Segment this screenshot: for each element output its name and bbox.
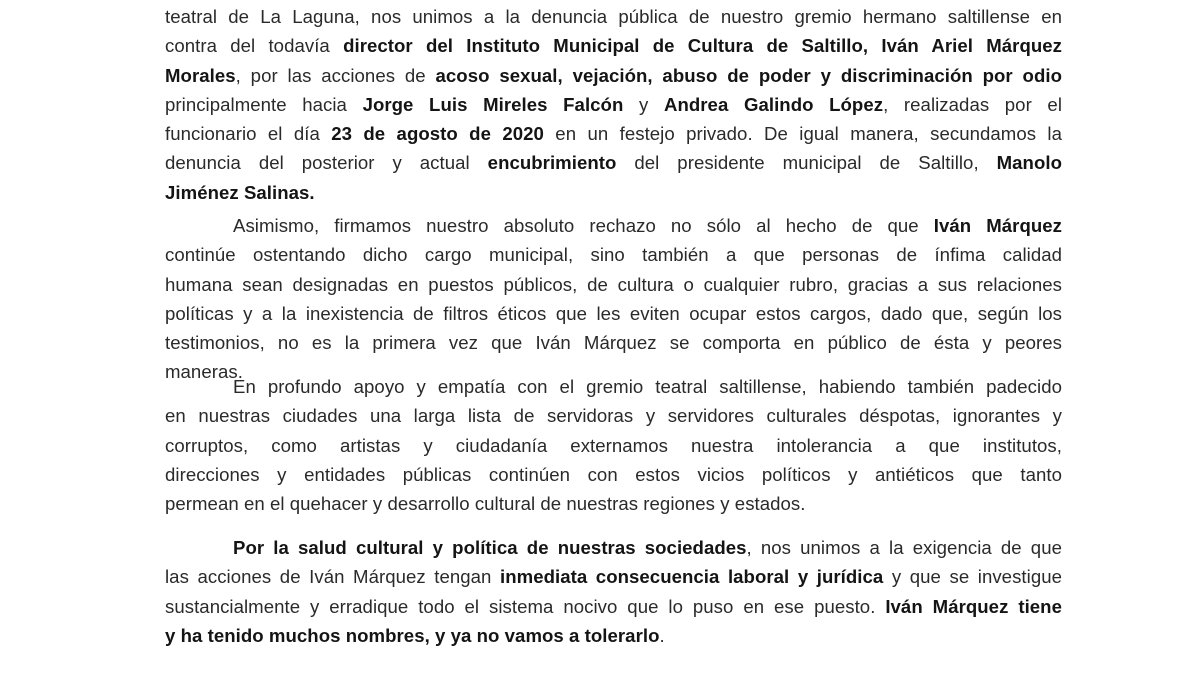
- bold-text: Jiménez Salinas: [165, 181, 310, 203]
- text-line: [165, 328, 1062, 357]
- text-line: [165, 621, 1062, 650]
- bold-text: .: [309, 181, 315, 203]
- text: contra del todavía: [165, 35, 344, 57]
- text-line: [165, 61, 1062, 90]
- text-line: [165, 119, 1062, 148]
- bold-text: Jorge Luis Mireles Falcón: [362, 93, 624, 115]
- text-line: [165, 431, 1062, 460]
- bold-text: 23 de agosto de 2020: [331, 123, 544, 145]
- text: continúe ostentando dicho cargo municipal, sino también a que personas de ínfima calidad: [165, 244, 1062, 266]
- text-line: [165, 90, 1062, 119]
- text-line: [165, 270, 1062, 299]
- text: en nuestras ciudades una larga lista de servidoras y servidores culturales déspotas, ignorantes y: [165, 405, 1062, 427]
- text: y: [623, 93, 664, 115]
- text: , por las acciones de: [235, 64, 436, 86]
- text-line: [165, 562, 1062, 591]
- text: .: [659, 624, 665, 646]
- bold-text: acoso sexual, vejación, abuso de poder y discriminación por odio: [435, 64, 1062, 86]
- text: denuncia del posterior y actual: [165, 152, 488, 174]
- text-line: [165, 31, 1062, 60]
- text: En profundo apoyo y empatía con el gremio teatral saltillense, habiendo también padecido: [233, 376, 1062, 397]
- paragraph-2: [165, 211, 1062, 387]
- paragraph-1: [165, 2, 1062, 207]
- text-line: [165, 148, 1062, 177]
- text: direcciones y entidades públicas continúen con estos vicios políticos y antiéticos que tanto: [165, 463, 1062, 485]
- text: y que se investigue: [883, 566, 1062, 588]
- text: las acciones de Iván Márquez tengan: [165, 566, 501, 588]
- text-line: [165, 211, 1062, 240]
- bold-text: inmediata consecuencia laboral y jurídica: [500, 566, 884, 588]
- text: , nos unimos a la exigencia de que: [746, 537, 1062, 558]
- text-line: [165, 240, 1062, 269]
- text: maneras.: [165, 361, 243, 383]
- bold-text: Andrea Galindo López: [663, 93, 884, 115]
- text-line: [165, 299, 1062, 328]
- text: Asimismo, firmamos nuestro absoluto rechazo no sólo al hecho de que: [233, 215, 934, 236]
- text: testimonios, no es la primera vez que Iván Márquez se comporta en público de ésta y peores: [165, 332, 1062, 354]
- paragraph-3: [165, 372, 1062, 518]
- text: en un festejo privado. De igual manera, secundamos la: [543, 123, 1063, 145]
- text: permean en el quehacer y desarrollo cultural de nuestras regiones y estados.: [165, 493, 806, 515]
- text: corruptos, como artistas y ciudadanía externamos nuestra intolerancia a que institutos,: [165, 434, 1062, 456]
- paragraph-4: [165, 533, 1062, 650]
- bold-text: Iván Márquez: [933, 215, 1062, 236]
- bold-text: y ha tenido muchos nombres, y ya no vamos a tolerarlo: [165, 624, 660, 646]
- bold-text: encubrimiento: [487, 152, 617, 174]
- text-line: [165, 2, 1062, 31]
- text-line: [165, 460, 1062, 489]
- text-line: [165, 533, 1062, 562]
- text-line: [165, 401, 1062, 430]
- bold-text: director del Instituto Municipal de Cultura de Saltillo, Iván Ariel Márquez: [343, 35, 1062, 57]
- text: funcionario el día: [165, 123, 332, 145]
- text-line: [165, 178, 1062, 207]
- bold-text: Manolo: [996, 152, 1062, 174]
- text: , realizadas por el: [883, 93, 1063, 115]
- text: principalmente hacia: [165, 93, 363, 115]
- text-line: [165, 489, 1062, 518]
- text: teatral de La Laguna, nos unimos a la denuncia pública de nuestro gremio hermano saltillense en: [165, 6, 1062, 27]
- text: políticas y a la inexistencia de filtros éticos que les eviten ocupar estos cargos, dado que, según los: [165, 302, 1062, 324]
- bold-text: Por la salud cultural y política de nuestras sociedades: [233, 537, 747, 558]
- bold-text: Iván Márquez tiene: [885, 595, 1062, 617]
- text-line: [165, 372, 1062, 401]
- text: humana sean designadas en puestos públicos, de cultura o cualquier rubro, gracias a sus relaciones: [165, 273, 1062, 295]
- bold-text: Morales: [165, 64, 236, 86]
- text-line: [165, 592, 1062, 621]
- text: del presidente municipal de Saltillo,: [616, 152, 997, 174]
- text: sustancialmente y erradique todo el sistema nocivo que lo puso en ese puesto.: [165, 595, 886, 617]
